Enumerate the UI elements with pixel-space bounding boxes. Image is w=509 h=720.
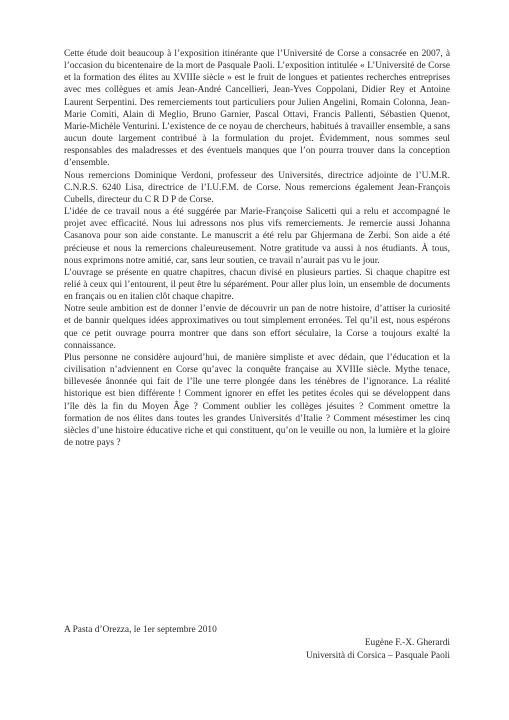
body-text bbox=[64, 48, 450, 449]
paragraph-ambition: Notre seule ambition est de donner l’envie de découvrir un pan de notre histoire, d’attiser la curiosité et de bannir quelques idées approximatives ou tout simplement erronées. Tel qu’il est, nous espérons que ce petit ouvrage pourra montrer que dans son effort séculaire, la Corse a toujours exalté la connaissance. bbox=[64, 304, 450, 351]
paragraph-acknowledgements-verdoni: Nous remercions Dominique Verdoni, professeur des Universités, directrice adjointe de l’U.M.R. C.N.R.S. 6240 Lisa, directrice de l’I.U.F.M. de Corse. Nous remercions également Jean-François Cubells, directeur du C R D P de Corse. bbox=[64, 170, 450, 205]
place-date: A Pasta d’Orezza, le 1er septembre 2010 bbox=[64, 625, 217, 635]
paragraph-history: Plus personne ne considère aujourd’hui, de manière simpliste et avec dédain, que l’éducation et la civilisation n’adviennent en Corse qu’avec la conquête française au XVIIIe siècle. Mythe tenace, billevesée ânonnée qui fait de l’île une terre plongée dans les ténèbres de l’ignorance. La réalité historique est bien différente ! Comment ignorer en effet les petites écoles qui se développent dans l’île dès la fin du Moyen Âge ? Comment oublier les collèges jésuites ? Comment omettre la formation de nos élites dans toutes les grandes Universités d’Italie ? Comment mésestimer les cinq siècles d’une histoire éducative riche et qui constituent, qu’on le veuille ou non, la lumière et la gloire de notre pays ? bbox=[64, 352, 450, 448]
paragraph-acknowledgements-exhibition: Cette étude doit beaucoup à l’exposition itinérante que l’Université de Corse a consacrée en 2007, à l’occasion du bicentenaire de la mort de Pasquale Paoli. L’exposition intitulée « L’Université de Corse et la formation des élites au XVIIIe siècle » est le fruit de longues et patientes recherches entreprises avec mes collègues et amis Jean-André Cancellieri, Jean-Yves Coppolani, Didier Rey et Antoine Laurent Serpentini. Des remerciements tout particuliers pour Julien Angelini, Romain Colonna, Jean-Marie Comiti, Alain di Meglio, Bruno Garnier, Pascal Ottavi, Francis Pallenti, Sébastien Quenot, Marie-Michèle Venturini. L’existence de ce noyau de chercheurs, habitués à travailler ensemble, a sans aucun doute largement contribué à la formulation du projet. Évidemment, nous sommes seul responsables des maladresses et des éventuels manques que l’on pourra trouver dans la conception d’ensemble. bbox=[64, 49, 450, 169]
paragraph-book-structure: L’ouvrage se présente en quatre chapitres, chacun divisé en plusieurs parties. Si chaque chapitre est relié à ceux qui l’entourent, il peut être lu séparément. Pour aller plus loin, un ensemble de documents en français ou en italien clôt chaque chapitre. bbox=[64, 267, 450, 303]
signature-block bbox=[306, 637, 450, 662]
author-name: Eugène F.-X. Gherardi bbox=[364, 638, 450, 648]
paragraph-acknowledgements-salicetti: L’idée de ce travail nous a été suggérée par Marie-Françoise Salicetti qui a relu et accompagné le projet avec efficacité. Nous lui adressons nos plus vifs remerciements. Je remercie aussi Johanna Casanova pour son aide constante. Le manuscrit a été relu par Ghjermana de Zerbi. Son aide a été précieuse et nous la remercions chaleureusement. Notre gratitude va aussi à nos étudiants. À tous, nous exprimons notre amitié, car, sans leur soutien, ce travail n’aurait pas vu le jour. bbox=[64, 207, 450, 266]
author-affiliation: Università di Corsica – Pasquale Paoli bbox=[306, 650, 450, 661]
